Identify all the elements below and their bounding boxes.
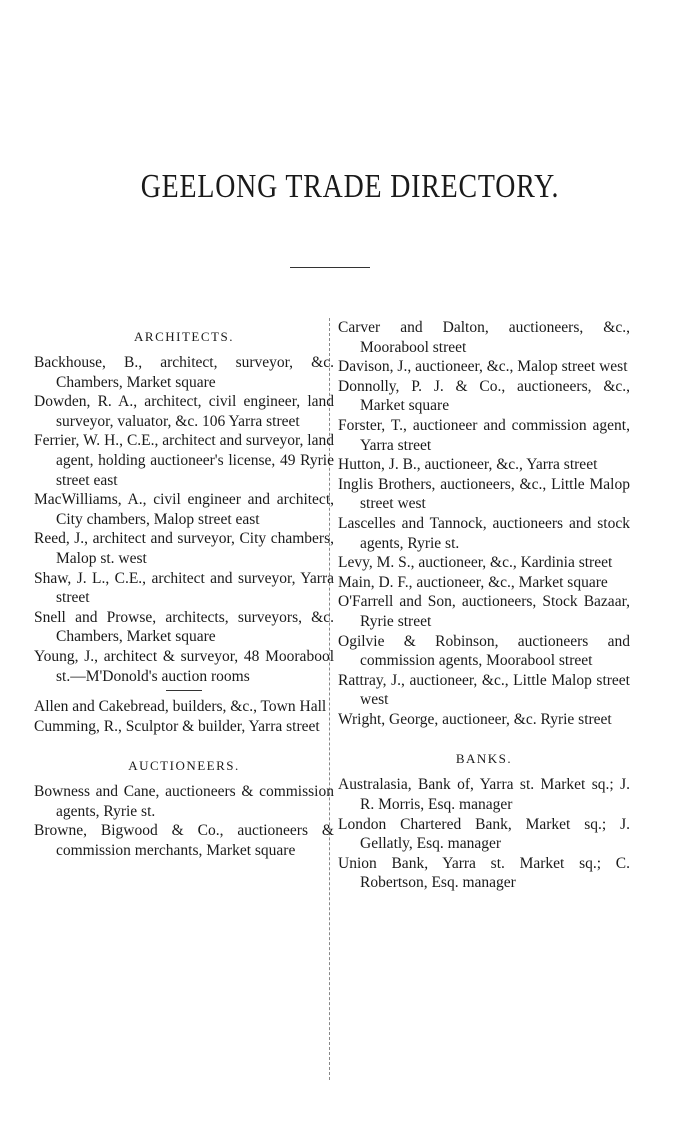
directory-entry: Allen and Cakebread, builders, &c., Town Hall: [34, 698, 327, 716]
directory-entry: Rattray, J., auctioneer, &c., Little Malop street west: [338, 671, 630, 709]
directory-entry: Inglis Brothers, auctioneers, &c., Little Malop street west: [338, 475, 630, 513]
directory-entry: Ogilvie & Robinson, auctioneers and commission agents, Moorabool street: [338, 632, 630, 670]
directory-entry: MacWilliams, A., civil engineer and architect, City chambers, Malop street east: [34, 491, 334, 528]
title-rule: [290, 267, 370, 268]
directory-entry: Australasia, Bank of, Yarra st. Market sq.; J. R. Morris, Esq. manager: [338, 776, 630, 814]
directory-entry: Main, D. F., auctioneer, &c., Market square: [338, 573, 608, 591]
directory-entry: Dowden, R. A., architect, civil engineer, land surveyor, valuator, &c. 106 Yarra street: [34, 393, 334, 430]
right-column: [338, 318, 630, 893]
directory-entry: Shaw, J. L., C.E., architect and surveyor, Yarra street: [34, 569, 334, 607]
directory-entry: Lascelles and Tannock, auctioneers and stock agents, Ryrie st.: [338, 514, 630, 552]
directory-entry: Bowness and Cane, auctioneers & commission agents, Ryrie st.: [34, 783, 334, 820]
architects-heading: ARCHITECTS.: [134, 329, 234, 344]
directory-entry: Snell and Prowse, architects, surveyors, &c. Chambers, Market square: [34, 608, 334, 646]
directory-entry: Forster, T., auctioneer and commission agent, Yarra street: [338, 416, 630, 454]
page-title: GEELONG TRADE DIRECTORY.: [140, 168, 560, 205]
section-separator: [166, 690, 202, 691]
directory-entry: London Chartered Bank, Market sq.; J. Gellatly, Esq. manager: [338, 815, 630, 853]
directory-entry: Donnolly, P. J. & Co., auctioneers, &c., Market square: [338, 377, 630, 415]
banks-heading: BANKS.: [455, 751, 513, 767]
left-column: [34, 325, 334, 861]
directory-entry: Wright, George, auctioneer, &c. Ryrie street: [338, 710, 612, 728]
directory-entry: Davison, J., auctioneer, &c., Malop street west: [338, 358, 628, 376]
directory-entry: Reed, J., architect and surveyor, City chambers, Malop st. west: [34, 530, 334, 567]
auctioneers-heading: AUCTIONEERS.: [128, 758, 240, 774]
directory-entry: Levy, M. S., auctioneer, &c., Kardinia street: [338, 554, 613, 572]
directory-entry: Ferrier, W. H., C.E., architect and surveyor, land agent, holding auctioneer's license, 49 Ryrie street east: [34, 432, 334, 489]
directory-entry: Hutton, J. B., auctioneer, &c., Yarra street: [338, 456, 598, 474]
directory-entry: Young, J., architect & surveyor, 48 Moorabool st.—M'Donold's auction rooms: [34, 647, 334, 685]
directory-entry: Cumming, R., Sculptor & builder, Yarra street: [34, 717, 320, 735]
directory-entry: Carver and Dalton, auctioneers, &c., Moorabool street: [338, 319, 630, 356]
directory-entry: O'Farrell and Son, auctioneers, Stock Bazaar, Ryrie street: [338, 593, 630, 630]
directory-entry: Browne, Bigwood & Co., auctioneers & commission merchants, Market square: [34, 822, 334, 860]
directory-entry: Backhouse, B., architect, surveyor, &c. Chambers, Market square: [34, 354, 334, 391]
directory-entry: Union Bank, Yarra st. Market sq.; C. Robertson, Esq. manager: [338, 854, 630, 892]
